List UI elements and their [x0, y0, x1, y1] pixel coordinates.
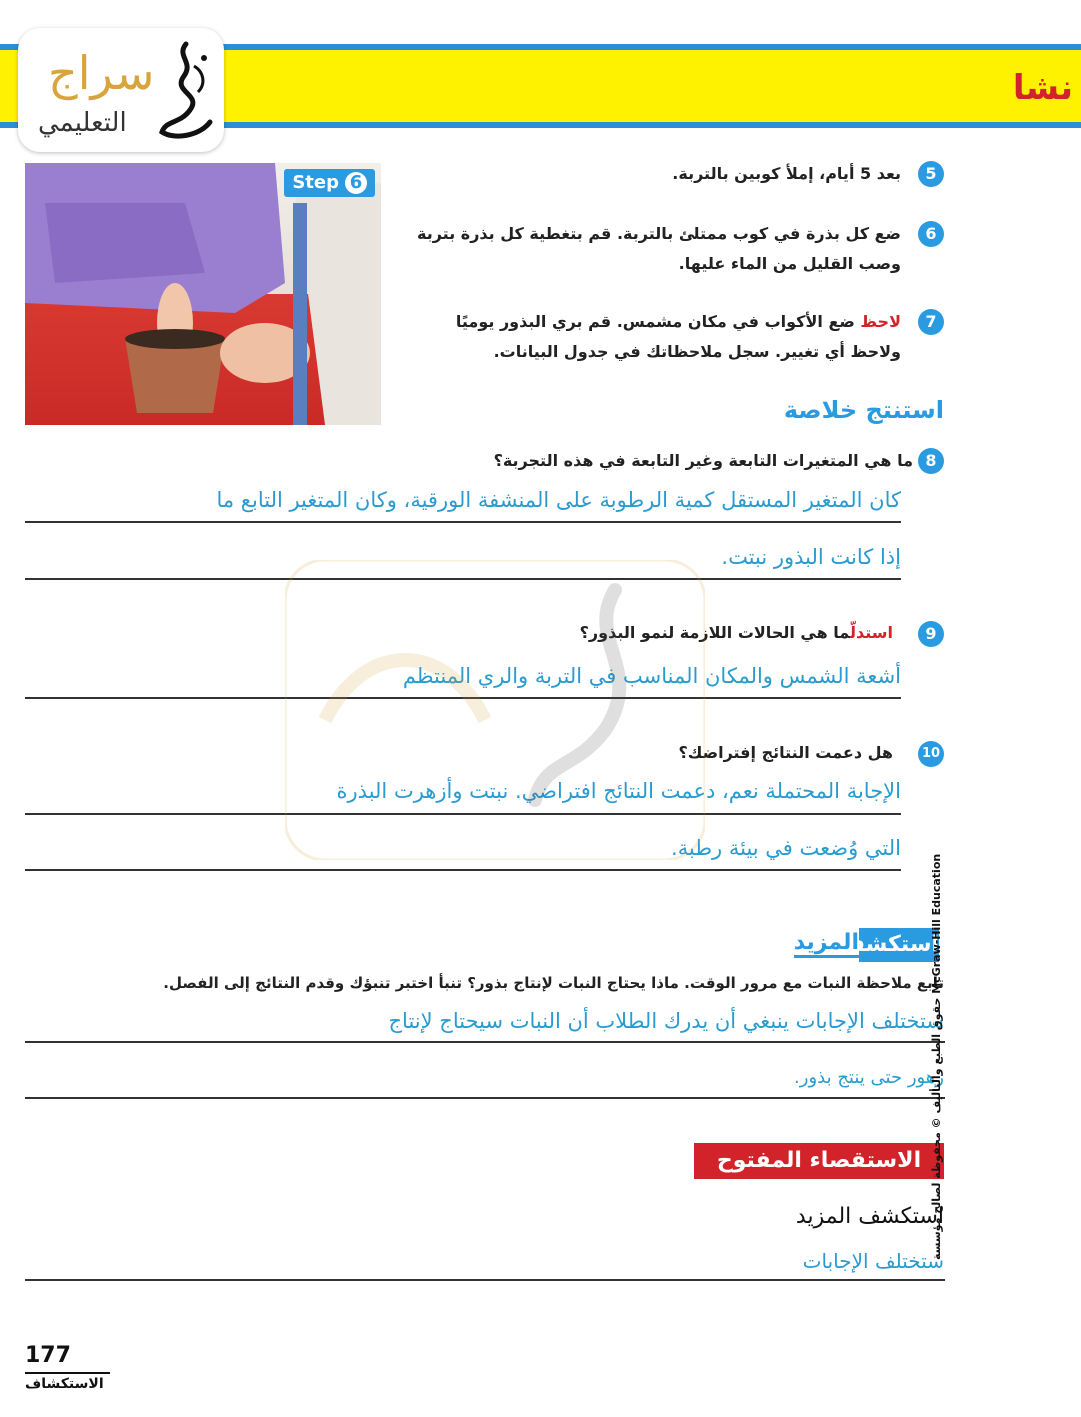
conclusion-heading: استنتج خلاصة — [783, 396, 944, 424]
question-10-text: هل دعمت النتائج إفتراضك؟ — [678, 743, 893, 762]
siraj-logo — [18, 28, 224, 152]
answer-line — [25, 1097, 945, 1099]
question-9-text: ما هي الحالات اللازمة لنمو البذور؟ — [579, 623, 850, 642]
step-number-6: 6 — [918, 221, 944, 247]
explore-answer-line2: زهور حتى ينتج بذور. — [794, 1067, 944, 1088]
infer-keyword: استدلّ — [850, 623, 893, 642]
answer-line — [25, 869, 901, 871]
explore-instruction: تابع ملاحظة النبات مع مرور الوقت. ماذا يحتاج النبات لإنتاج بذور؟ تنبأ اختبر تنبؤك وقدم النتائج إلى الفصل. — [163, 974, 944, 992]
step-6-line1: ضع كل بذرة في كوب ممتلئ بالتربة. قم بتغطية كل بذرة بتربة — [417, 224, 901, 243]
observe-keyword: لاحظ — [860, 312, 901, 331]
planting-photo-illustration — [25, 163, 381, 425]
question-number-10: 10 — [918, 741, 944, 767]
question-number-9: 9 — [918, 621, 944, 647]
answer-8-line1: كان المتغير المستقل كمية الرطوبة على المنشفة الورقية، وكان المتغير التابع ما — [216, 488, 901, 512]
answer-line — [25, 1041, 945, 1043]
page-number: 177 — [25, 1343, 71, 1368]
step-number: 6 — [345, 172, 367, 194]
step-badge — [284, 169, 375, 197]
explore-answer-line1: ستختلف الإجابات ينبغي أن يدرك الطلاب أن النبات سيحتاج لإنتاج — [388, 1009, 944, 1033]
step-7-line1 — [401, 307, 901, 337]
answer-8-line2: إذا كانت البذور نبتت. — [721, 545, 901, 569]
step-6-line2: وصب القليل من الماء عليها. — [678, 254, 901, 273]
logo-name: سراج — [48, 46, 155, 100]
answer-10-line1: الإجابة المحتملة نعم، دعمت النتائج افتراضي. نبتت وأزهرت البذرة — [336, 779, 901, 803]
open-inquiry-answer: ستختلف الإجابات — [802, 1249, 944, 1273]
answer-line — [25, 521, 901, 523]
step-label: Step — [292, 172, 339, 193]
step-7-line2: ولاحظ أي تغيير. سجل ملاحظاتك في جدول البيانات. — [493, 342, 901, 361]
explore-more-word: المزيد — [794, 930, 859, 958]
footer-section-label: الاستكشاف — [25, 1376, 104, 1392]
open-inquiry-subheading: استكشف المزيد — [795, 1204, 944, 1229]
logo-subtitle: التعليمي — [38, 108, 127, 138]
step-7-line1-text: ضع الأكواب في مكان مشمس. قم بري البذور يوميًا — [455, 312, 855, 331]
step-number-7: 7 — [918, 309, 944, 335]
open-inquiry-label: الاستقصاء المفتوح — [694, 1143, 944, 1179]
step-number-5: 5 — [918, 161, 944, 187]
calligraphy-mark-icon — [146, 36, 224, 146]
answer-9-line1: أشعة الشمس والمكان المناسب في التربة والري المنتظم — [402, 664, 901, 688]
step-5-text: بعد 5 أيام، إملأ كوبين بالتربة. — [672, 164, 901, 183]
answer-line — [25, 1279, 945, 1281]
page-number-rule — [25, 1372, 110, 1374]
question-number-8: 8 — [918, 448, 944, 474]
activity-title: نشا — [1012, 68, 1073, 108]
question-8-text: ما هي المتغيرات التابعة وغير التابعة في هذه التجربة؟ — [493, 451, 913, 470]
answer-10-line2: التي وُضعت في بيئة رطبة. — [671, 836, 901, 860]
siraj-watermark-icon — [285, 560, 705, 860]
step-photo — [25, 163, 381, 425]
copyright-credit: حقوق الطبع والتأليف © محفوظة لصالح مؤسسة McGraw-Hill Education — [930, 853, 943, 1260]
explore-label: استكشف — [859, 928, 939, 962]
